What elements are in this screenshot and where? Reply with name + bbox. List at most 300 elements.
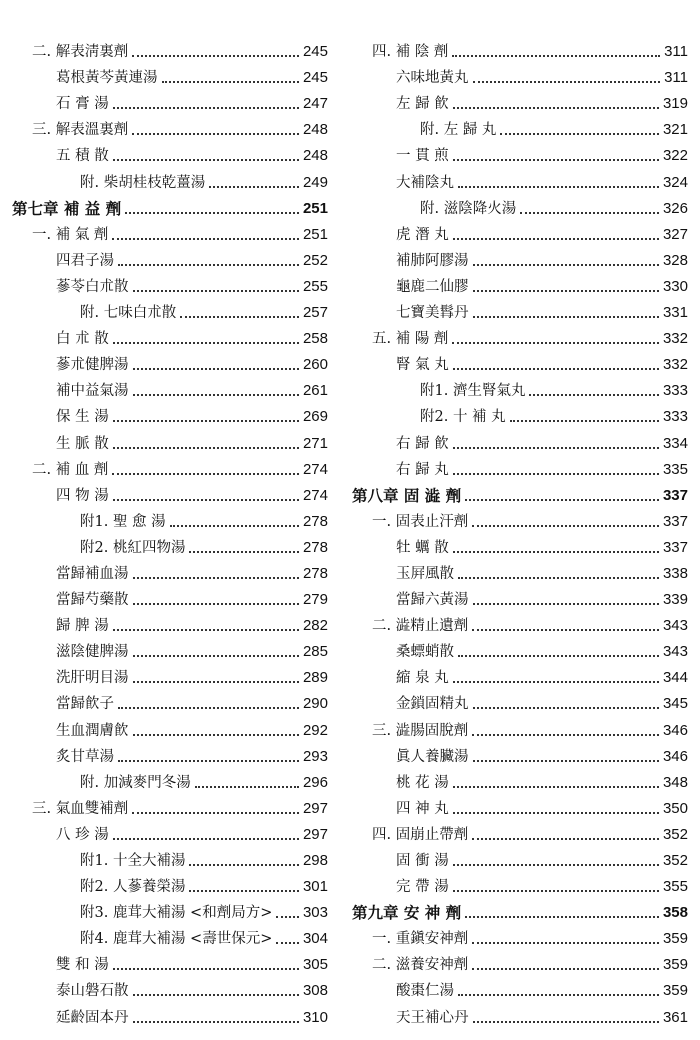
- toc-page-number: 303: [302, 904, 328, 922]
- dot-leader: [113, 968, 299, 970]
- toc-entry-title: 三. 解表溫裏劑: [32, 122, 129, 139]
- toc-page-number: 245: [302, 43, 328, 61]
- dot-leader: [458, 994, 659, 996]
- dot-leader: [453, 812, 659, 814]
- toc-entry-title: 石 膏 湯: [56, 96, 109, 113]
- toc-entry-title: 四君子湯: [56, 252, 114, 269]
- toc-page-number: 296: [302, 773, 328, 791]
- dot-leader: [452, 55, 660, 57]
- toc-entry-title: 滋陰健脾湯: [56, 644, 129, 661]
- toc-section: [12, 454, 328, 480]
- dot-leader: [125, 212, 299, 214]
- toc-chapter: [352, 897, 688, 923]
- toc-page-number: 361: [662, 1008, 688, 1026]
- toc-entry-title: 八 珍 湯: [56, 826, 109, 843]
- toc-item: [12, 688, 328, 714]
- toc-entry-title: 桑螵蛸散: [396, 644, 454, 661]
- toc-item: [12, 245, 328, 271]
- toc-entry-title: 附. 柴胡桂枝乾薑湯: [80, 174, 206, 191]
- toc-entry-title: 龜鹿二仙膠: [396, 278, 469, 295]
- toc-item: [12, 297, 328, 323]
- dot-leader: [132, 133, 299, 135]
- toc-page-number: 245: [302, 69, 328, 87]
- dot-leader: [473, 290, 659, 292]
- toc-page-number: 269: [302, 408, 328, 426]
- dot-leader: [113, 499, 299, 501]
- toc-item: [12, 584, 328, 610]
- dot-leader: [133, 577, 299, 579]
- dot-leader: [453, 159, 659, 161]
- toc-page-number: 258: [302, 330, 328, 348]
- toc-item: [352, 558, 688, 584]
- toc-page-number: 359: [662, 956, 688, 974]
- dot-leader: [276, 942, 299, 944]
- toc-entry-title: 四. 補 陰 劑: [372, 44, 449, 61]
- toc-entry-title: 附1. 聖 愈 湯: [80, 513, 166, 530]
- dot-leader: [132, 55, 299, 57]
- toc-entry-title: 虎 潛 丸: [396, 226, 449, 243]
- toc-page-number: 335: [662, 460, 688, 478]
- toc-page-number: 337: [662, 538, 688, 556]
- toc-entry-title: 縮 泉 丸: [396, 670, 449, 687]
- toc-section: [12, 793, 328, 819]
- dot-leader: [170, 525, 299, 527]
- toc-section: [352, 714, 688, 740]
- toc-page-number: 346: [662, 747, 688, 765]
- toc-entry-title: 桃 花 湯: [396, 774, 449, 791]
- toc-entry-title: 當歸飮子: [56, 696, 114, 713]
- toc-entry-title: 四 物 湯: [56, 487, 109, 504]
- dot-leader: [453, 447, 659, 449]
- dot-leader: [118, 707, 299, 709]
- dot-leader: [113, 420, 299, 422]
- toc-item: [352, 427, 688, 453]
- toc-entry-title: 附. 左 歸 丸: [420, 122, 497, 139]
- toc-page-number: 297: [302, 825, 328, 843]
- toc-item: [352, 845, 688, 871]
- dot-leader: [458, 186, 659, 188]
- toc-page-number: 328: [662, 251, 688, 269]
- toc-entry-title: 生 脈 散: [56, 435, 109, 452]
- dot-leader: [473, 264, 659, 266]
- toc-page-number: 321: [662, 121, 688, 139]
- toc-item: [352, 871, 688, 897]
- toc-section: [352, 819, 688, 845]
- toc-entry-title: 二. 滋養安神劑: [372, 957, 469, 974]
- toc-item: [352, 166, 688, 192]
- toc-entry-title: 延齡固本丹: [56, 1009, 129, 1026]
- dot-leader: [118, 264, 299, 266]
- toc-entry-title: 牡 蠣 散: [396, 539, 449, 556]
- toc-page-number: 274: [302, 486, 328, 504]
- toc-section: [352, 923, 688, 949]
- toc-page-number: 337: [662, 486, 688, 504]
- toc-entry-title: 白 朮 散: [56, 331, 109, 348]
- toc-entry-title: 四. 固崩止帶劑: [372, 826, 469, 843]
- dot-leader: [473, 316, 659, 318]
- dot-leader: [472, 942, 659, 944]
- toc-page-number: 327: [662, 225, 688, 243]
- toc-item: [352, 793, 688, 819]
- dot-leader: [189, 890, 299, 892]
- toc-page-number: 274: [302, 460, 328, 478]
- toc-item: [12, 871, 328, 897]
- toc-entry-title: 第八章 固 澁 劑: [352, 485, 462, 505]
- toc-item: [12, 845, 328, 871]
- toc-entry-title: 玉屛風散: [396, 565, 454, 582]
- toc-item: [12, 532, 328, 558]
- dot-leader: [452, 342, 659, 344]
- toc-item: [12, 166, 328, 192]
- dot-leader: [133, 681, 299, 683]
- toc-section: [352, 506, 688, 532]
- toc-entry-title: 大補陰丸: [396, 174, 454, 191]
- dot-leader: [465, 916, 659, 918]
- dot-leader: [133, 368, 299, 370]
- toc-item: [352, 532, 688, 558]
- toc-page-number: 326: [662, 199, 688, 217]
- toc-page-number: 297: [302, 799, 328, 817]
- toc-section: [352, 949, 688, 975]
- toc-entry-title: 第七章 補 益 劑: [12, 198, 122, 218]
- dot-leader: [453, 368, 659, 370]
- toc-item: [352, 140, 688, 166]
- toc-entry-title: 五. 補 陽 劑: [372, 331, 449, 348]
- toc-page-number: 310: [302, 1008, 328, 1026]
- toc-item: [12, 271, 328, 297]
- toc-page-number: 305: [302, 956, 328, 974]
- toc-entry-title: 當歸補血湯: [56, 565, 129, 582]
- dot-leader: [133, 655, 299, 657]
- toc-entry-title: 附1. 濟生腎氣丸: [420, 383, 526, 400]
- toc-entry-title: 二. 澁精止遺劑: [372, 618, 469, 635]
- dot-leader: [112, 473, 299, 475]
- toc-section: [352, 610, 688, 636]
- toc-item: [12, 480, 328, 506]
- toc-item: [352, 375, 688, 401]
- toc-page-number: 292: [302, 721, 328, 739]
- toc-item: [12, 401, 328, 427]
- dot-leader: [113, 447, 299, 449]
- toc-page-number: 304: [302, 930, 328, 948]
- toc-entry-title: 眞人養臟湯: [396, 748, 469, 765]
- toc-chapter: [12, 193, 328, 219]
- toc-page-number: 247: [302, 95, 328, 113]
- toc-item: [12, 427, 328, 453]
- toc-entry-title: 天王補心丹: [396, 1009, 469, 1026]
- toc-page-number: 339: [662, 591, 688, 609]
- toc-item: [352, 401, 688, 427]
- toc-page-number: 319: [662, 95, 688, 113]
- toc-item: [12, 741, 328, 767]
- toc-page-number: 290: [302, 695, 328, 713]
- dot-leader: [473, 707, 659, 709]
- toc-item: [352, 114, 688, 140]
- toc-entry-title: 六味地黃丸: [396, 70, 469, 87]
- toc-section: [352, 36, 688, 62]
- toc-entry-title: 一. 補 氣 劑: [32, 226, 109, 243]
- toc-entry-title: 附. 加減麥門冬湯: [80, 774, 191, 791]
- toc-item: [12, 819, 328, 845]
- dot-leader: [453, 473, 659, 475]
- toc-page-number: 337: [662, 512, 688, 530]
- toc-item: [352, 662, 688, 688]
- toc-page-number: 255: [302, 277, 328, 295]
- toc-entry-title: 蔘朮健脾湯: [56, 357, 129, 374]
- toc-item: [12, 923, 328, 949]
- toc-entry-title: 附4. 鹿茸大補湯 <壽世保元>: [80, 931, 273, 948]
- dot-leader: [113, 342, 299, 344]
- toc-item: [12, 558, 328, 584]
- toc-item: [352, 297, 688, 323]
- toc-entry-title: 葛根黃芩黃連湯: [56, 70, 158, 87]
- toc-page-number: 333: [662, 408, 688, 426]
- toc-entry-title: 腎 氣 丸: [396, 357, 449, 374]
- toc-page-number: 293: [302, 747, 328, 765]
- toc-page-number: 355: [662, 878, 688, 896]
- dot-leader: [453, 864, 659, 866]
- dot-leader: [500, 133, 659, 135]
- dot-leader: [133, 734, 299, 736]
- toc-item: [352, 454, 688, 480]
- toc-entry-title: 三. 氣血雙補劑: [32, 800, 129, 817]
- toc-page-number: 331: [662, 304, 688, 322]
- dot-leader: [458, 655, 659, 657]
- toc-entry-title: 完 帶 湯: [396, 879, 449, 896]
- toc-page-number: 322: [662, 147, 688, 165]
- toc-entry-title: 蔘苓白朮散: [56, 278, 129, 295]
- dot-leader: [180, 316, 299, 318]
- toc-page-number: 343: [662, 643, 688, 661]
- toc-item: [12, 610, 328, 636]
- toc-item: [352, 193, 688, 219]
- dot-leader: [195, 786, 299, 788]
- toc-page-number: 352: [662, 852, 688, 869]
- toc-item: [352, 975, 688, 1001]
- toc-item: [12, 975, 328, 1001]
- dot-leader: [113, 838, 299, 840]
- dot-leader: [133, 1021, 299, 1023]
- toc-item: [12, 323, 328, 349]
- toc-entry-title: 固 衝 湯: [396, 853, 449, 869]
- toc-page-number: 279: [302, 591, 328, 609]
- toc-item: [12, 375, 328, 401]
- toc-page-number: 248: [302, 121, 328, 139]
- toc-entry-title: 附3. 鹿茸大補湯 <和劑局方>: [80, 905, 273, 922]
- toc-item: [352, 349, 688, 375]
- toc-entry-title: 金鎖固精丸: [396, 696, 469, 713]
- dot-leader: [473, 603, 659, 605]
- dot-leader: [472, 968, 659, 970]
- dot-leader: [453, 238, 659, 240]
- toc-item: [352, 767, 688, 793]
- toc-page-number: 330: [662, 277, 688, 295]
- toc-item: [12, 88, 328, 114]
- dot-leader: [118, 760, 299, 762]
- toc-entry-title: 四 神 丸: [396, 800, 449, 817]
- toc-page-number: 345: [662, 695, 688, 713]
- toc-entry-title: 洗肝明目湯: [56, 670, 129, 687]
- toc-section: [12, 36, 328, 62]
- toc-item: [352, 688, 688, 714]
- toc-section: [12, 114, 328, 140]
- dot-leader: [133, 603, 299, 605]
- toc-page-number: 324: [662, 173, 688, 191]
- toc-entry-title: 附2. 人蔘養榮湯: [80, 879, 186, 896]
- toc-page-number: 278: [302, 512, 328, 530]
- toc-page-number: 282: [302, 617, 328, 635]
- toc-page-number: 261: [302, 382, 328, 400]
- toc-entry-title: 補中益氣湯: [56, 383, 129, 400]
- toc-section: [12, 219, 328, 245]
- toc-page-number: 346: [662, 721, 688, 739]
- toc-entry-title: 左 歸 飮: [396, 96, 449, 113]
- toc-page-number: 350: [662, 799, 688, 817]
- toc-item: [352, 1001, 688, 1027]
- toc-page-number: 359: [662, 930, 688, 948]
- toc-entry-title: 二. 補 血 劑: [32, 461, 109, 478]
- toc-item: [352, 271, 688, 297]
- dot-leader: [113, 629, 299, 631]
- toc-page-number: 249: [302, 173, 328, 191]
- toc-page-number: 278: [302, 564, 328, 582]
- toc-page-number: 333: [662, 382, 688, 400]
- dot-leader: [453, 681, 659, 683]
- dot-leader: [453, 551, 659, 553]
- toc-entry-title: 三. 澁腸固脫劑: [372, 722, 469, 739]
- dot-leader: [473, 81, 661, 83]
- dot-leader: [520, 212, 659, 214]
- toc-entry-title: 附1. 十全大補湯: [80, 853, 186, 869]
- toc-page-number: 344: [662, 669, 688, 687]
- toc-page-number: 358: [662, 904, 688, 922]
- dot-leader: [453, 786, 659, 788]
- toc-entry-title: 二. 解表淸裏劑: [32, 44, 129, 61]
- toc-item: [352, 88, 688, 114]
- dot-leader: [132, 812, 299, 814]
- toc-page-number: 332: [662, 356, 688, 374]
- toc-item: [352, 62, 688, 88]
- toc-item: [352, 741, 688, 767]
- toc-item: [12, 714, 328, 740]
- toc-item: [12, 949, 328, 975]
- toc-page-number: 257: [302, 304, 328, 322]
- dot-leader: [472, 734, 659, 736]
- dot-leader: [133, 290, 299, 292]
- toc-page-number: 252: [302, 251, 328, 269]
- toc-page-number: 289: [302, 669, 328, 687]
- dot-leader: [472, 629, 659, 631]
- toc-page-number: 251: [302, 225, 328, 243]
- toc-item: [352, 219, 688, 245]
- toc-entry-title: 七寶美髥丹: [396, 305, 469, 322]
- toc-page-number: 260: [302, 356, 328, 374]
- dot-leader: [162, 81, 299, 83]
- toc-entry-title: 附2. 十 補 丸: [420, 409, 506, 426]
- toc-entry-title: 酸棗仁湯: [396, 983, 454, 1000]
- toc-item: [12, 506, 328, 532]
- toc-page-number: 298: [302, 852, 328, 869]
- toc-page-number: 334: [662, 434, 688, 452]
- dot-leader: [473, 1021, 659, 1023]
- toc-entry-title: 生血潤膚飮: [56, 722, 129, 739]
- dot-leader: [189, 864, 299, 866]
- dot-leader: [133, 994, 299, 996]
- dot-leader: [453, 107, 659, 109]
- toc-column-left: [12, 36, 328, 1028]
- toc-entry-title: 泰山磐石散: [56, 983, 129, 1000]
- toc-entry-title: 一. 重鎭安神劑: [372, 931, 469, 948]
- dot-leader: [472, 838, 659, 840]
- toc-entry-title: 五 積 散: [56, 148, 109, 165]
- toc-page-number: 352: [662, 825, 688, 843]
- toc-chapter: [352, 480, 688, 506]
- dot-leader: [465, 499, 659, 501]
- toc-entry-title: 一. 固表止汗劑: [372, 513, 469, 530]
- dot-leader: [453, 890, 659, 892]
- dot-leader: [510, 420, 659, 422]
- toc-page-number: 348: [662, 773, 688, 791]
- toc-entry-title: 炙甘草湯: [56, 748, 114, 765]
- dot-leader: [473, 760, 659, 762]
- toc-page-number: 338: [662, 564, 688, 582]
- toc-entry-title: 附. 滋陰降火湯: [420, 200, 517, 217]
- toc-page-number: 332: [662, 330, 688, 348]
- toc-item: [352, 245, 688, 271]
- dot-leader: [209, 186, 299, 188]
- toc-page-number: 251: [302, 199, 328, 217]
- toc-item: [352, 636, 688, 662]
- dot-leader: [472, 525, 659, 527]
- toc-entry-title: 一 貫 煎: [396, 148, 449, 165]
- toc-entry-title: 右 歸 丸: [396, 461, 449, 478]
- toc-page-number: 285: [302, 643, 328, 661]
- dot-leader: [112, 238, 299, 240]
- toc-entry-title: 歸 脾 湯: [56, 618, 109, 635]
- toc-page-number: 271: [302, 434, 328, 452]
- toc-item: [12, 1001, 328, 1027]
- dot-leader: [113, 107, 299, 109]
- toc-item: [12, 897, 328, 923]
- toc-entry-title: 保 生 湯: [56, 409, 109, 426]
- toc-page-number: 359: [662, 982, 688, 1000]
- toc-entry-title: 右 歸 飮: [396, 435, 449, 452]
- toc-entry-title: 當歸六黃湯: [396, 592, 469, 609]
- toc-column-right: [352, 36, 688, 1028]
- dot-leader: [189, 551, 299, 553]
- toc-item: [12, 636, 328, 662]
- toc-item: [12, 662, 328, 688]
- toc-item: [12, 62, 328, 88]
- toc-page-number: 301: [302, 878, 328, 896]
- toc-item: [12, 140, 328, 166]
- toc-item: [352, 584, 688, 610]
- dot-leader: [113, 159, 299, 161]
- toc-item: [12, 349, 328, 375]
- toc-entry-title: 補肺阿膠湯: [396, 252, 469, 269]
- toc-entry-title: 雙 和 湯: [56, 957, 109, 974]
- toc-page-number: 311: [664, 43, 688, 61]
- toc-page-number: 343: [662, 617, 688, 635]
- toc-entry-title: 第九章 安 神 劑: [352, 903, 462, 923]
- toc-page-number: 278: [302, 538, 328, 556]
- toc-section: [352, 323, 688, 349]
- toc-item: [12, 767, 328, 793]
- dot-leader: [276, 916, 299, 918]
- toc-page-number: 311: [664, 69, 688, 87]
- toc-page-number: 248: [302, 147, 328, 165]
- dot-leader: [529, 394, 659, 396]
